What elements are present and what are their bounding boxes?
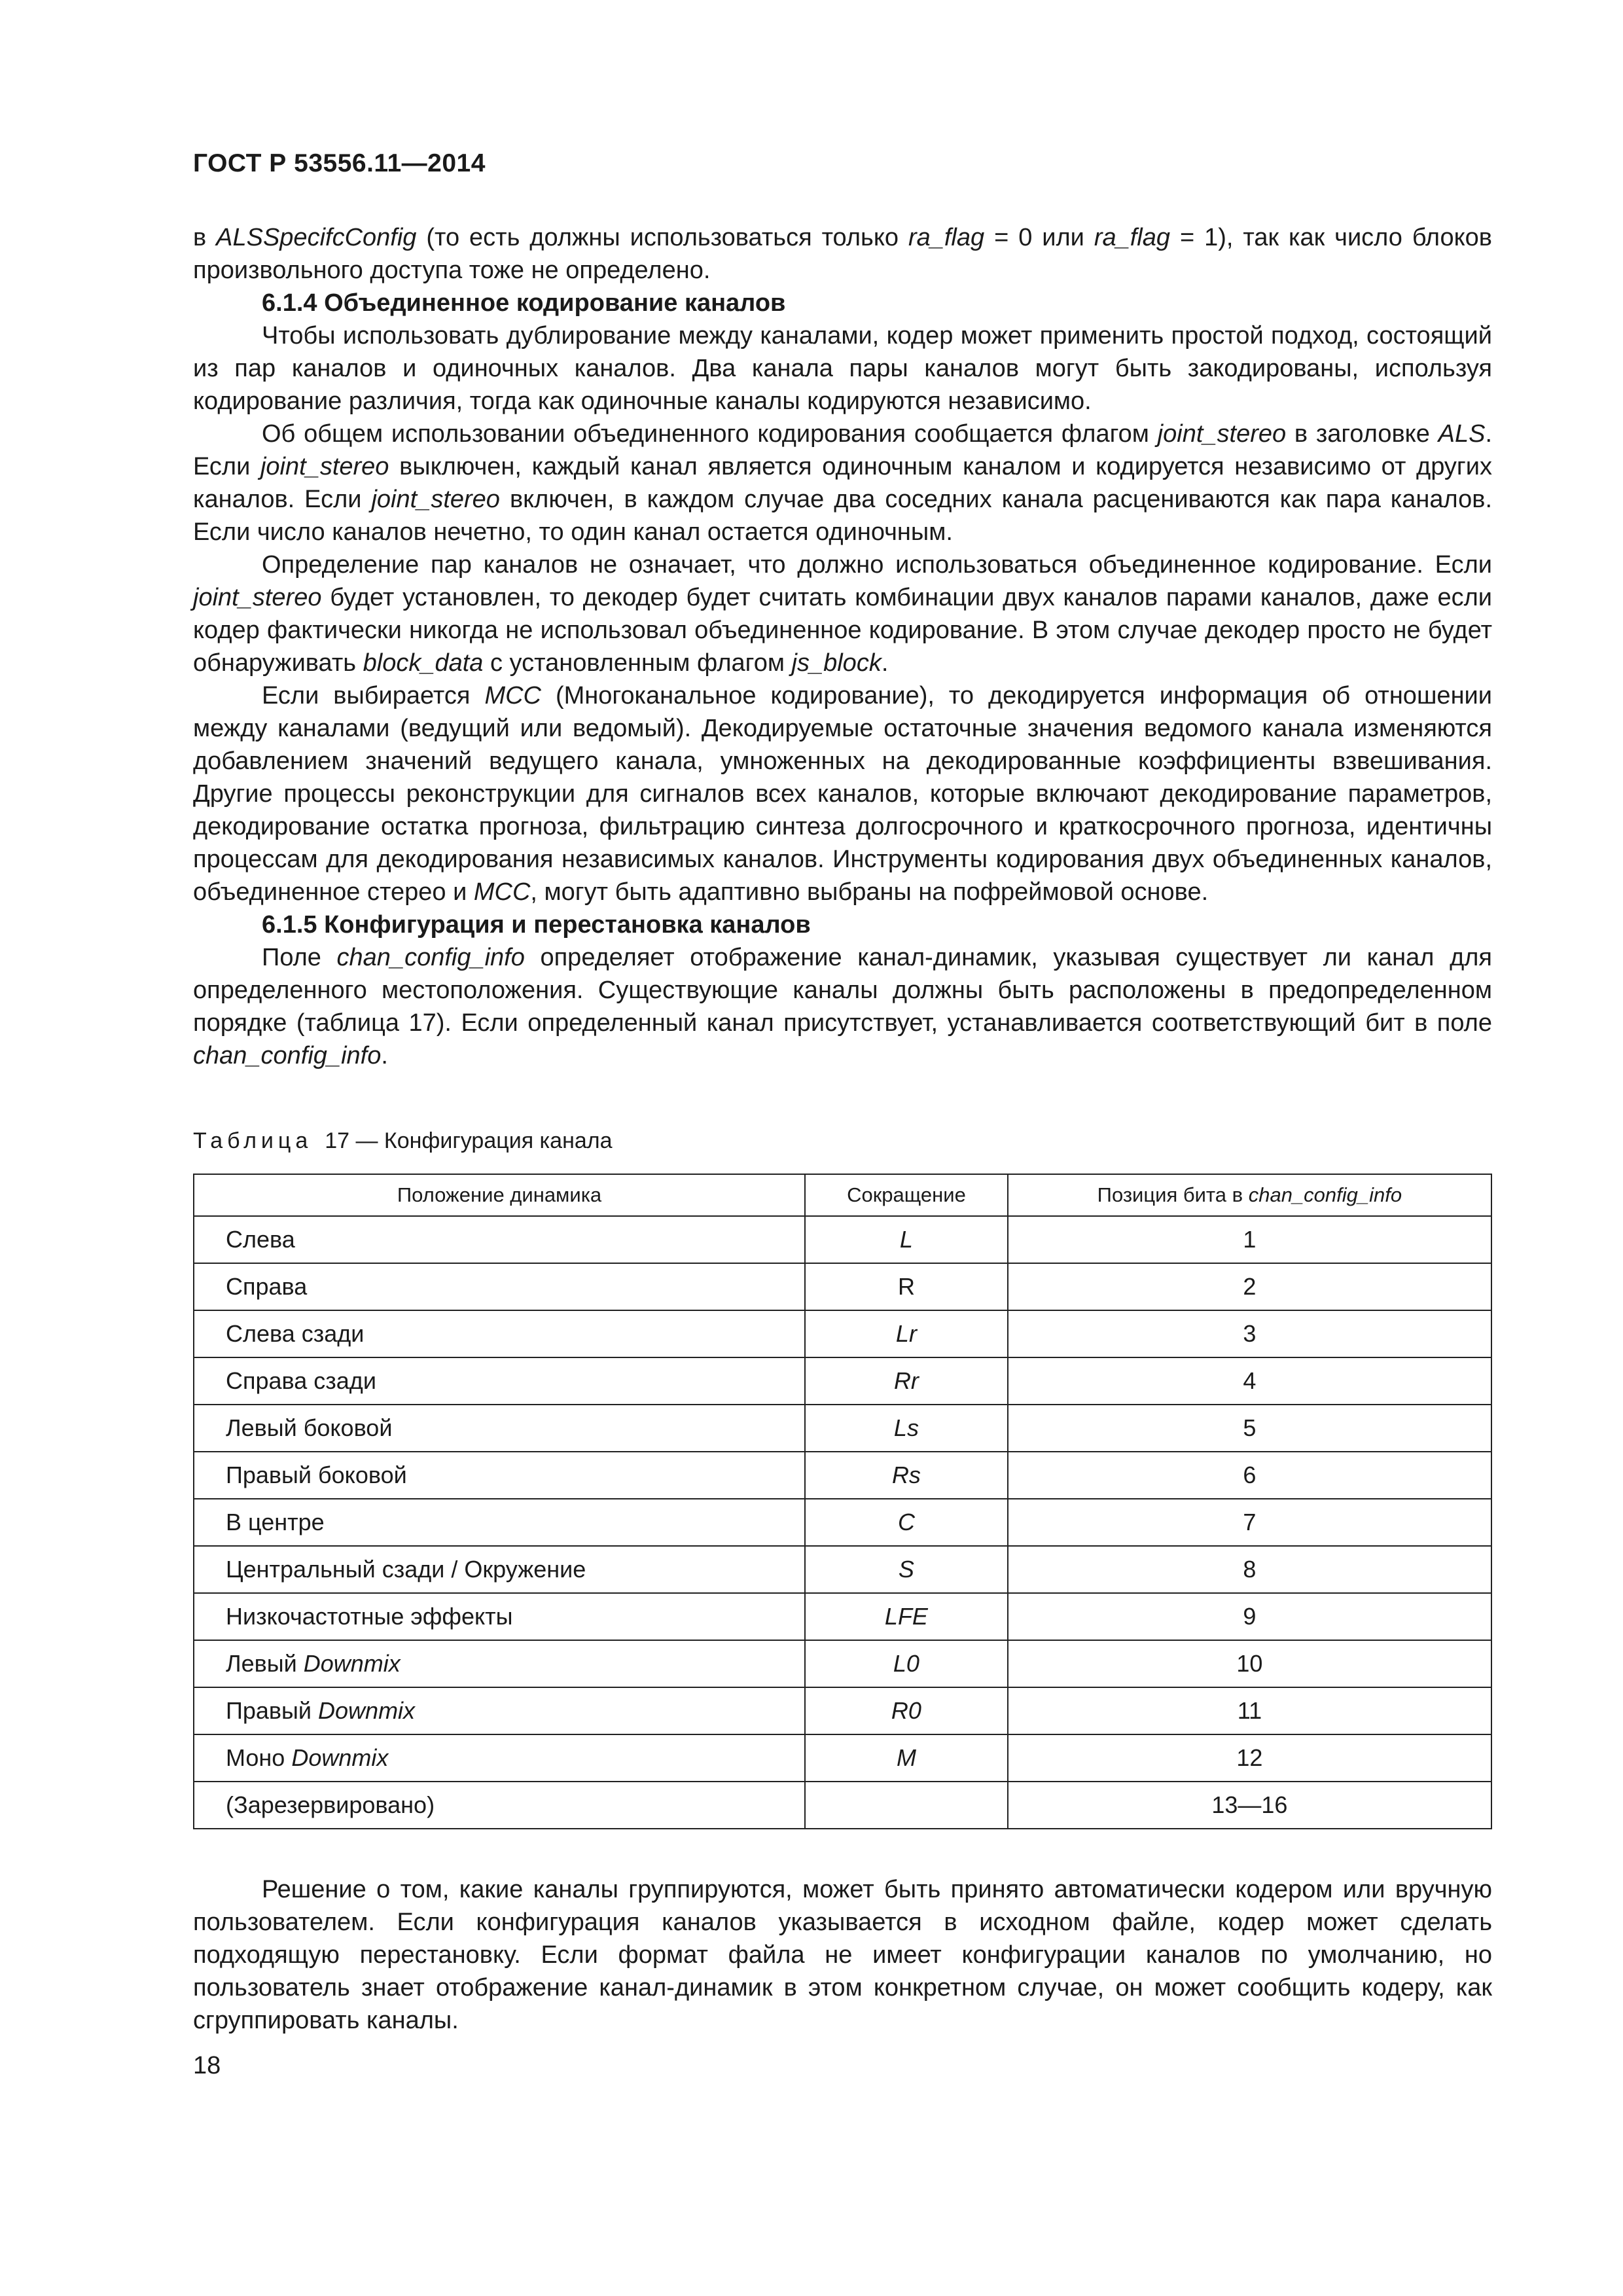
term-joint-stereo: joint_stereo — [260, 453, 389, 480]
header-speaker-position: Положение динамика — [194, 1174, 805, 1216]
cell-abbreviation: C — [805, 1499, 1008, 1546]
text-run: = 1), так как число блоков произвольного доступа тоже не определено. — [193, 224, 1492, 284]
cell-abbreviation: Lr — [805, 1310, 1008, 1357]
text-run: включен, в каждом случае два соседних канала расцениваются как пара каналов. Если число каналов нечетно, то один канал остается одиночным. — [193, 486, 1493, 546]
paragraph-mcc — [193, 679, 1492, 908]
text-run: в заголовке — [1286, 420, 1438, 448]
cell-speaker-position — [194, 1452, 805, 1499]
term-ra-flag: ra_flag — [908, 224, 985, 251]
table-row — [194, 1405, 1491, 1452]
cell-bit-position: 2 — [1008, 1263, 1491, 1310]
term-chan-config-info: chan_config_info — [193, 1042, 382, 1069]
paragraph-chan-config — [193, 941, 1492, 1072]
section-heading-6-1-5: 6.1.5 Конфигурация и перестановка каналов — [262, 911, 811, 939]
cell-abbreviation — [805, 1782, 1008, 1829]
closing-text — [193, 1873, 1492, 2037]
term-joint-stereo: joint_stereo — [1157, 420, 1287, 448]
term-mcc: МСС — [473, 878, 531, 906]
cell-abbreviation: Rs — [805, 1452, 1008, 1499]
table-caption — [193, 1128, 613, 1154]
table-row — [194, 1546, 1491, 1593]
table-row — [194, 1593, 1491, 1640]
text-run: . — [381, 1042, 388, 1069]
term-joint-stereo: joint_stereo — [193, 584, 322, 611]
cell-abbreviation: LFE — [805, 1593, 1008, 1640]
cell-abbreviation: M — [805, 1734, 1008, 1782]
text-run: Поле — [262, 944, 337, 971]
term-joint-stereo: joint_stereo — [371, 486, 500, 513]
paragraph-joint-coding-intro: Чтобы использовать дублирование между каналами, кодер может применить простой подход, состоящий из пар каналов и одиночных каналов. Два канала пары каналов могут быть закодированы, используя кодирование различия, тогда как одиночные каналы кодируются независимо. — [193, 322, 1492, 415]
channel-config-table — [193, 1174, 1492, 1829]
table-caption-label: Таблица — [193, 1128, 313, 1153]
position-text: Левый — [226, 1650, 304, 1677]
text-run: (то есть должны использоваться только — [416, 224, 908, 251]
cell-speaker-position — [194, 1782, 805, 1829]
position-text: Справа — [226, 1273, 308, 1300]
table-row — [194, 1734, 1491, 1782]
cell-speaker-position — [194, 1640, 805, 1687]
cell-speaker-position — [194, 1687, 805, 1734]
term-mcc: МСС — [484, 682, 541, 709]
position-italic-text: Downmix — [318, 1697, 416, 1724]
cell-speaker-position — [194, 1310, 805, 1357]
cell-bit-position: 13—16 — [1008, 1782, 1491, 1829]
position-text: Правый боковой — [226, 1462, 407, 1488]
text-run: (Многоканальное кодирование), то декодируется информация об отношении между каналами (ведущий или ведомый). Декодируемые остаточные значения ведомого канала изменяются добавлением значений ведущего канала, умноженных на декодированные коэффициенты взвешивания. Другие процессы реконструкции для сигналов всех каналов, которые включают декодирование параметров, декодирование остатка прогноза, фильтрацию синтеза долгосрочного и краткосрочного прогноза, идентичны процессам для декодирования независимых каналов. Инструменты кодирования двух объединенных каналов, объединенное стерео и — [193, 682, 1493, 906]
cell-bit-position: 4 — [1008, 1357, 1491, 1405]
document-header: ГОСТ Р 53556.11—2014 — [193, 149, 486, 177]
position-text: Центральный сзади / Окружение — [226, 1556, 586, 1583]
term-chan-config-info: chan_config_info — [336, 944, 525, 971]
text-run: Определение пар каналов не означает, что должно использоваться объединенное кодирование. Если — [262, 551, 1492, 579]
paragraph-grouping: Решение о том, какие каналы группируются, может быть принято автоматически кодером или вручную пользователем. Если конфигурация каналов указывается в исходном файле, кодер может сделать подходящую перестановку. Если формат файла не имеет конфигурации каналов по умолчанию, но пользователь знает отображение канал-динамик в этом конкретном случае, он может сообщить кодеру, как сгруппировать каналы. — [193, 1876, 1492, 2034]
term-ra-flag: ra_flag — [1094, 224, 1171, 251]
position-text: Низкочастотные эффекты — [226, 1603, 513, 1630]
position-text: (Зарезервировано) — [226, 1791, 435, 1818]
cell-speaker-position — [194, 1405, 805, 1452]
table-row — [194, 1782, 1491, 1829]
table-caption-title: 17 — Конфигурация канала — [325, 1128, 613, 1153]
text-run: Если выбирается — [262, 682, 485, 709]
text-run: с установленным флагом — [483, 649, 792, 677]
table-header-row — [194, 1174, 1491, 1216]
section-heading-6-1-4: 6.1.4 Объединенное кодирование каналов — [262, 289, 786, 317]
page-number: 18 — [193, 2052, 221, 2079]
cell-abbreviation: R — [805, 1263, 1008, 1310]
cell-bit-position: 3 — [1008, 1310, 1491, 1357]
cell-speaker-position — [194, 1263, 805, 1310]
table-row — [194, 1640, 1491, 1687]
position-text: Слева сзади — [226, 1320, 365, 1347]
text-run: выключен, каждый канал является одиночным каналом и кодируется независимо от других каналов. Если — [193, 453, 1492, 513]
cell-abbreviation: L — [805, 1216, 1008, 1263]
cell-speaker-position — [194, 1357, 805, 1405]
table-row — [194, 1357, 1491, 1405]
header-abbreviation: Сокращение — [805, 1174, 1008, 1216]
cell-bit-position: 12 — [1008, 1734, 1491, 1782]
term-als: ALS — [1438, 420, 1486, 448]
position-text: Левый боковой — [226, 1414, 393, 1441]
cell-bit-position: 6 — [1008, 1452, 1491, 1499]
cell-bit-position: 10 — [1008, 1640, 1491, 1687]
cell-speaker-position — [194, 1546, 805, 1593]
cell-abbreviation: S — [805, 1546, 1008, 1593]
cell-abbreviation: L0 — [805, 1640, 1008, 1687]
term-alsspecificconfig: ALSSpecifcConfig — [216, 224, 417, 251]
term-block-data: block_data — [363, 649, 484, 677]
cell-bit-position: 1 — [1008, 1216, 1491, 1263]
header-bit-field: chan_config_info — [1248, 1183, 1402, 1206]
table-row — [194, 1263, 1491, 1310]
position-text: Моно — [226, 1744, 292, 1771]
position-italic-text: Downmix — [291, 1744, 389, 1771]
table-row — [194, 1687, 1491, 1734]
cell-bit-position: 8 — [1008, 1546, 1491, 1593]
cell-speaker-position — [194, 1499, 805, 1546]
table-row — [194, 1499, 1491, 1546]
cell-speaker-position — [194, 1593, 805, 1640]
position-text: Слева — [226, 1226, 295, 1253]
text-run: будет установлен, то декодер будет считать комбинации двух каналов парами каналов, даже если кодер фактически никогда не использовал объединенное кодирование. В этом случае декодер просто не будет обнаруживать — [193, 584, 1492, 677]
cell-bit-position: 11 — [1008, 1687, 1491, 1734]
cell-speaker-position — [194, 1734, 805, 1782]
position-text: Справа сзади — [226, 1367, 376, 1394]
table-row — [194, 1216, 1491, 1263]
body-text — [193, 221, 1492, 1072]
cell-abbreviation: Ls — [805, 1405, 1008, 1452]
text-run: , могут быть адаптивно выбраны на пофреймовой основе. — [530, 878, 1209, 906]
header-bit-position — [1008, 1174, 1491, 1216]
position-text: В центре — [226, 1509, 325, 1535]
table-row — [194, 1310, 1491, 1357]
position-text: Правый — [226, 1697, 319, 1724]
text-run: Об общем использовании объединенного кодирования сообщается флагом — [262, 420, 1158, 448]
position-italic-text: Downmix — [303, 1650, 401, 1677]
text-run: определяет отображение канал-динамик, указывая существует ли канал для определенного местоположения. Существующие каналы должны быть расположены в предопределенном порядке (таблица 17). Если определенный канал присутствует, устанавливается соответствующий бит в поле — [193, 944, 1492, 1037]
paragraph-continuation — [193, 221, 1492, 287]
cell-abbreviation: R0 — [805, 1687, 1008, 1734]
cell-bit-position: 9 — [1008, 1593, 1491, 1640]
text-run: . Если — [193, 420, 1492, 480]
cell-bit-position: 5 — [1008, 1405, 1491, 1452]
paragraph-joint-stereo-flag — [193, 418, 1492, 548]
paragraph-channel-pairs — [193, 548, 1492, 679]
header-bit-prefix: Позиция бита в — [1097, 1183, 1249, 1206]
text-run: = 0 или — [984, 224, 1094, 251]
term-js-block: js_block — [791, 649, 882, 677]
text-run: . — [881, 649, 889, 677]
cell-abbreviation: Rr — [805, 1357, 1008, 1405]
text-run: в — [193, 224, 217, 251]
table-row — [194, 1452, 1491, 1499]
cell-speaker-position — [194, 1216, 805, 1263]
cell-bit-position: 7 — [1008, 1499, 1491, 1546]
